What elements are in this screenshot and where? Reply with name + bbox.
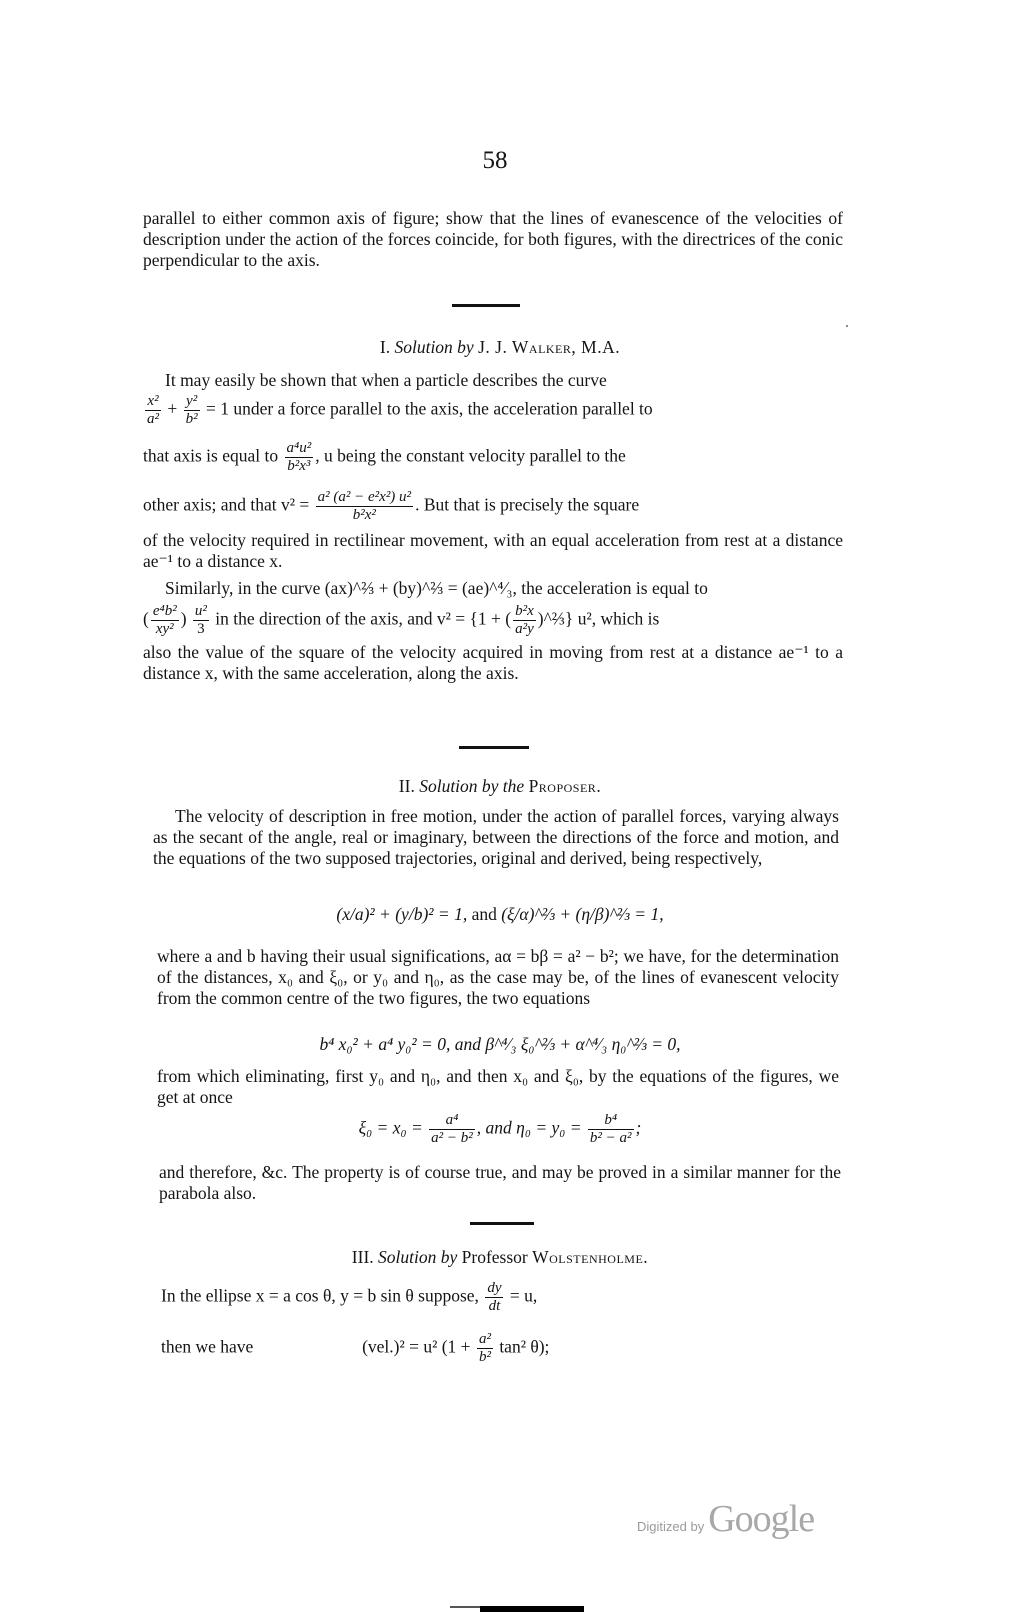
fraction: $\frac{\text{a² (a² − e²x²) u²}}{\text{b²x²}}$: [317, 489, 412, 523]
sol2-p4: and therefore, &c. The property is of course true, and may be proved in a similar manner for the parabola also.: [159, 1162, 841, 1203]
solution-3-body: [161, 1280, 843, 1366]
fraction: $\frac{\text{a⁴}}{\text{a² − b²}}$: [431, 1112, 473, 1146]
section-divider: [452, 304, 520, 307]
section-divider: [459, 746, 529, 749]
equation-trajectories: (x/a)² + (y/b)² = 1, and (ξ/α)^⅔ + (η/β)^⅔ = 1,: [336, 904, 664, 924]
solution-1-heading: [0, 337, 1000, 358]
section-divider: [470, 1222, 534, 1225]
fraction: $\frac{\text{u²}}{3}$: [194, 603, 207, 637]
heading-author: Wolstenholme.: [532, 1247, 649, 1267]
sol2-p2: where a and b having their usual significations, aα = bβ = a² − b²; we have, for the determination of the distances, x₀ and ξ₀, or y₀ and η₀, as the case may be, of the lines of evanescent velocity from the common centre of the two figures, the two equations: [157, 946, 839, 1008]
page-number: 58: [482, 147, 508, 174]
sol2-p3: from which eliminating, first y₀ and η₀, and then x₀ and ξ₀, by the equations of the figures, we get at once: [157, 1066, 839, 1107]
watermark-brand: Google: [708, 1498, 815, 1540]
scan-edge-bar: [480, 1606, 584, 1612]
solution-1-body: [143, 370, 843, 684]
heading-numeral: II.: [398, 776, 415, 796]
sol1-rest: also the value of the square of the velocity acquired in moving from rest at a distance ae⁻¹ to a distance x, with the same acceleration, along the axis.: [143, 642, 843, 683]
scan-edge-line: [450, 1606, 480, 1608]
sol3-line1: In the ellipse x = a cos θ, y = b sin θ suppose, $\frac{dy}{dt}$ = u,: [161, 1280, 538, 1314]
scan-speck: [846, 325, 848, 327]
equation-evanescent: b⁴ x₀² + a⁴ y₀² = 0, and β^⁴⁄₃ ξ₀^⅔ + α^⁴⁄₃ η₀^⅔ = 0,: [319, 1034, 681, 1054]
intro-text: parallel to either common axis of figure; show that the lines of evanescence of the velocities of description under the action of the forces coincide, for both figures, with the directrices of the conic perpendicular to the axis.: [143, 208, 843, 270]
equation-result: ξ₀ = x₀ = $\frac{\text{a⁴}}{\text{a² − b²}}$ , and η₀ = y₀ = $\frac{\text{b⁴}}{\text{b² − a²}}$ ;: [358, 1112, 642, 1146]
fraction: $\frac{\text{b⁴}}{\text{b² − a²}}$: [589, 1112, 632, 1146]
sol1-line5: of the velocity required in rectilinear movement, with an equal acceleration from rest at a distance ae⁻¹ to a distance x.: [143, 530, 843, 571]
solution-2-body-4: [159, 1162, 841, 1204]
fraction: $\frac{\text{y²}}{\text{b²}}$: [185, 393, 198, 427]
google-watermark: [637, 1497, 814, 1541]
heading-numeral: III.: [351, 1247, 374, 1267]
fraction: $\frac{\text{x²}}{\text{a²}}$: [147, 393, 159, 427]
heading-numeral: I.: [379, 337, 391, 357]
heading-author: J. J. Walker, M.A.: [478, 337, 621, 357]
sol3-line2: then we have (vel.)² = u² (1 + $\frac{\text{a²}}{\text{b²}}$ tan² θ);: [161, 1331, 550, 1365]
fraction: $\frac{\text{a⁴u²}}{\text{b²x³}}$: [286, 440, 312, 474]
intro-paragraph: [143, 208, 843, 271]
fraction: $\frac{\text{b²x}}{\text{a²y}}$: [515, 603, 534, 637]
solution-2-body-3: [157, 1066, 839, 1108]
heading-label: Solution by the: [419, 776, 525, 796]
fraction: $\frac{\text{e⁴b²}}{\text{xy²}}$: [152, 603, 177, 637]
solution-2-body: [153, 806, 839, 869]
sol1-line3: that axis is equal to $\frac{\text{a⁴u²}}{\text{b²x³}}$ , u being the constant velocity parallel to the: [143, 440, 626, 474]
sol1-line1: It may easily be shown that when a particle describes the curve: [165, 370, 607, 390]
fraction: $\frac{\text{a²}}{\text{b²}}$: [478, 1331, 491, 1365]
heading-label: Solution by: [378, 1247, 458, 1267]
watermark-prefix: Digitized by: [637, 1519, 705, 1534]
sol1-line-accel: ( $\frac{\text{e⁴b²}}{\text{xy²}}$ ) $\frac{\text{u²}}{3}$ in the direction of the axis, and v² = {1 + ( $\frac{\text{b²x}}{\text{a²y}}$ )^⅔} u², which is: [143, 603, 660, 637]
heading-label: Solution by: [394, 337, 474, 357]
sol1-line4: other axis; and that v² = $\frac{\text{a² (a² − e²x²) u²}}{\text{b²x²}}$ . But that is precisely the square: [143, 489, 640, 523]
sol2-p1: The velocity of description in free motion, under the action of parallel forces, varying always as the secant of the angle, real or imaginary, between the directions of the force and motion, and the equations of the two supposed trajectories, original and derived, being respectively,: [153, 806, 839, 868]
solution-2-body-2: [157, 946, 839, 1009]
solution-2-heading: [0, 776, 1000, 797]
heading-author: Proposer.: [528, 776, 602, 796]
heading-author-prefix: Professor: [461, 1247, 528, 1267]
sol2-similarly: Similarly, in the curve (ax)^⅔ + (by)^⅔ = (ae)^⁴⁄₃, the acceleration is equal to: [165, 578, 708, 598]
sol1-line2: $\frac{\text{x²}}{\text{a²}}$ + $\frac{\text{y²}}{\text{b²}}$ = 1 under a force parallel to the axis, the acceleration parallel to: [147, 393, 653, 427]
solution-3-heading: [0, 1247, 1000, 1268]
fraction: $\frac{dy}{dt}$: [487, 1280, 502, 1314]
